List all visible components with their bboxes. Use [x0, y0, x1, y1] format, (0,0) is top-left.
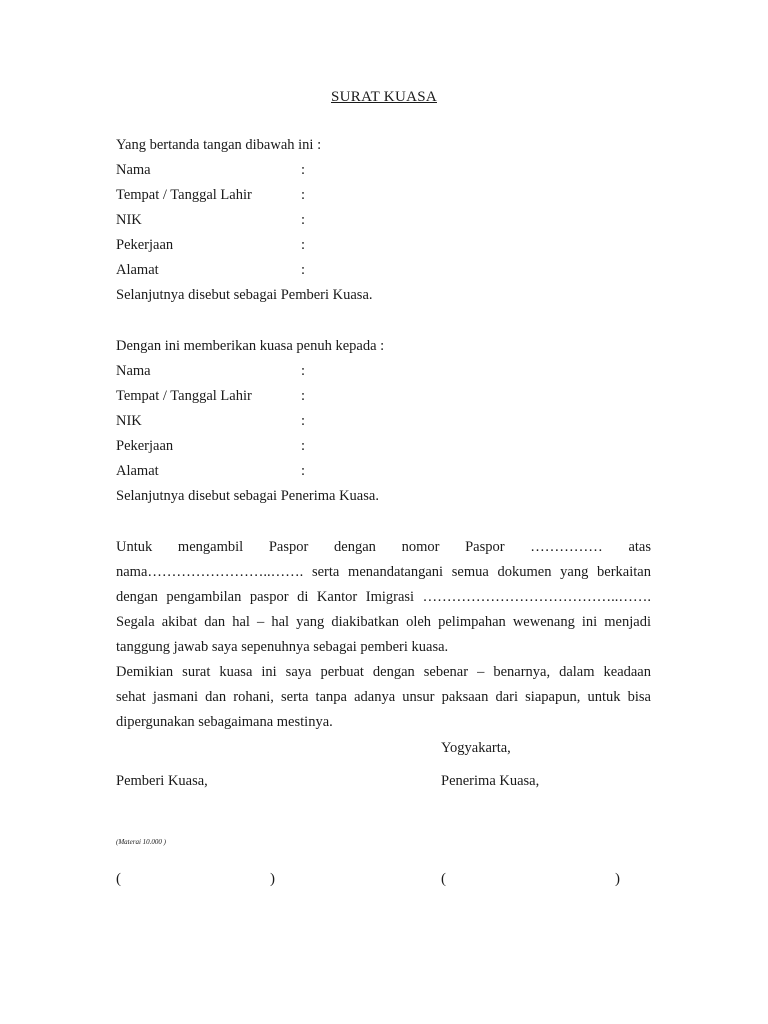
pemberi-alamat-colon: :	[301, 262, 306, 278]
pemberi-nik-label: NIK	[116, 212, 142, 228]
penerima-pekerjaan-label: Pekerjaan	[116, 438, 174, 454]
body-line-6: Demikian surat kuasa ini saya perbuat dengan sebenar – benarnya, dalam keadaan	[116, 664, 651, 680]
pemberi-ttl-label: Tempat / Tanggal Lahir	[116, 187, 252, 203]
body-line-7: sehat jasmani dan rohani, serta tanpa adanya unsur paksaan dari siapapun, untuk bisa	[116, 689, 651, 705]
penerima-nama-label: Nama	[116, 363, 151, 379]
pemberi-close-paren: )	[270, 871, 275, 887]
penerima-ttl-label: Tempat / Tanggal Lahir	[116, 388, 252, 404]
penerima-close-paren: )	[615, 871, 620, 887]
penerima-nik-colon: :	[301, 413, 306, 429]
penerima-alamat-colon: :	[301, 463, 306, 479]
intro-text: Yang bertanda tangan dibawah ini :	[116, 137, 322, 153]
pemberi-kuasa-label: Pemberi Kuasa,	[116, 773, 208, 789]
penerima-open-paren: (	[441, 871, 446, 887]
pemberi-open-paren: (	[116, 871, 121, 887]
penerima-kuasa-label: Penerima Kuasa,	[441, 773, 540, 789]
pemberi-nama-colon: :	[301, 162, 306, 178]
penerima-nik-label: NIK	[116, 413, 142, 429]
document-title: SURAT KUASA	[331, 89, 437, 105]
penerima-nama-colon: :	[301, 363, 306, 379]
pemberi-nama-label: Nama	[116, 162, 151, 178]
penerima-pekerjaan-colon: :	[301, 438, 306, 454]
penerima-note: Selanjutnya disebut sebagai Penerima Kuasa.	[116, 488, 379, 504]
body-line-4: Segala akibat dan hal – hal yang diakibatkan oleh pelimpahan wewenang ini menjadi	[116, 614, 651, 630]
body-line-8: dipergunakan sebagaimana mestinya.	[116, 714, 333, 730]
pemberi-note: Selanjutnya disebut sebagai Pemberi Kuasa.	[116, 287, 373, 303]
body-line-1: Untuk mengambil Paspor dengan nomor Paspor …………… atas	[116, 539, 651, 555]
pemberi-pekerjaan-colon: :	[301, 237, 306, 253]
pemberi-alamat-label: Alamat	[116, 262, 159, 278]
penerima-ttl-colon: :	[301, 388, 306, 404]
pemberi-nik-colon: :	[301, 212, 306, 228]
penerima-alamat-label: Alamat	[116, 463, 159, 479]
body-line-3: dengan pengambilan paspor di Kantor Imigrasi …………………………………..…….	[116, 589, 651, 605]
kepada-text: Dengan ini memberikan kuasa penuh kepada :	[116, 338, 385, 354]
signature-place: Yogyakarta,	[441, 740, 511, 756]
body-line-2: nama……………………..……. serta menandatangani semua dokumen yang berkaitan	[116, 564, 651, 580]
pemberi-ttl-colon: :	[301, 187, 306, 203]
body-line-5: tanggung jawab saya sepenuhnya sebagai pemberi kuasa.	[116, 639, 449, 655]
pemberi-pekerjaan-label: Pekerjaan	[116, 237, 174, 253]
materai-note: (Materai 10.000 )	[116, 838, 166, 846]
